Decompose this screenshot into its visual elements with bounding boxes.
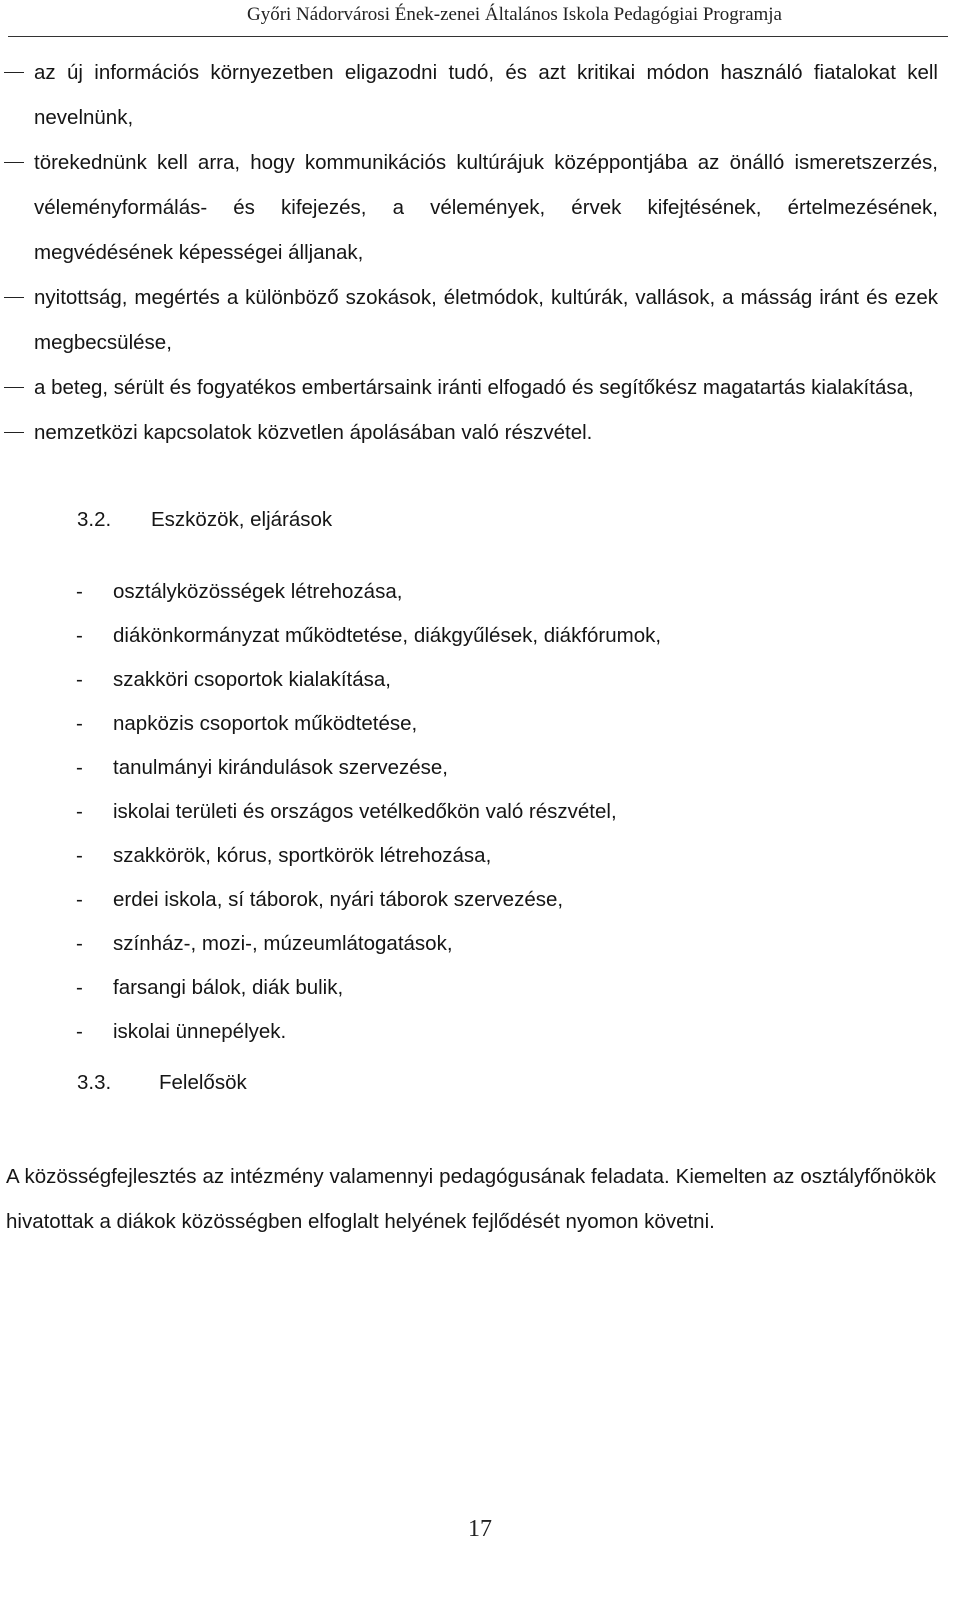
hyphen-mark: - [76, 580, 83, 603]
dash-bullet-mark [4, 162, 24, 163]
hyphen-mark: - [76, 800, 83, 823]
list-item-text: diákönkormányzat működtetése, diákgyűlések, diákfórumok, [113, 624, 662, 647]
hyphen-mark: - [76, 844, 83, 867]
list-item [0, 922, 960, 966]
header-title: Győri Nádorvárosi Ének-zenei Általános Iskola Pedagógiai Programja [246, 4, 782, 25]
dash-bullet-mark [4, 432, 24, 433]
list-item [0, 410, 960, 455]
list-item [0, 878, 960, 922]
hyphen-mark: - [76, 624, 83, 647]
list-item [0, 834, 960, 878]
hyphen-mark: - [76, 976, 83, 999]
dash-bullet-mark [4, 72, 24, 73]
page-number: 17 [468, 1516, 492, 1542]
list-item [0, 275, 960, 365]
list-item-text: nyitottság, megértés a különböző szokások, életmódok, kultúrák, vallások, a másság iránt és ezek megbecsülése, [34, 286, 938, 354]
hyphen-bullet-list [0, 570, 960, 1054]
section-heading-3-3 [77, 1071, 247, 1095]
list-item [0, 1010, 960, 1054]
list-item-text: szakköri csoportok kialakítása, [113, 668, 392, 691]
list-item-text: iskolai ünnepélyek. [113, 1020, 287, 1043]
list-item-text: tanulmányi kirándulások szervezése, [113, 756, 448, 779]
list-item-text: színház-, mozi-, múzeumlátogatások, [113, 932, 453, 955]
list-item [0, 658, 960, 702]
list-item-text: az új információs környezetben eligazodni tudó, és azt kritikai módon használó fiatalokat kell nevelnünk, [34, 61, 938, 129]
list-item [0, 365, 960, 410]
hyphen-mark: - [76, 756, 83, 779]
list-item [0, 614, 960, 658]
page-header [0, 0, 960, 44]
list-item [0, 50, 960, 140]
list-item [0, 140, 960, 275]
list-item [0, 746, 960, 790]
list-item-text: iskolai területi és országos vetélkedőkön való részvétel, [113, 800, 617, 823]
header-rule [8, 36, 948, 37]
list-item-text: a beteg, sérült és fogyatékos embertársaink iránti elfogadó és segítőkész magatartás kialakítása, [34, 376, 914, 399]
hyphen-mark: - [76, 1020, 83, 1043]
list-item-text: erdei iskola, sí táborok, nyári táborok szervezése, [113, 888, 564, 911]
hyphen-mark: - [76, 668, 83, 691]
section-number: 3.2. [77, 508, 112, 531]
section-title: Felelősök [159, 1071, 247, 1094]
section-number: 3.3. [77, 1071, 112, 1094]
section-heading-3-2 [77, 508, 332, 532]
list-item [0, 570, 960, 614]
hyphen-mark: - [76, 712, 83, 735]
list-item-text: nemzetközi kapcsolatok közvetlen ápolásában való részvétel. [34, 421, 593, 444]
dash-bullet-mark [4, 297, 24, 298]
list-item [0, 790, 960, 834]
list-item-text: törekednünk kell arra, hogy kommunikációs kultúrájuk középpontjába az önálló ismeretszerzés, véleményformálás- és kifejezés, a vélemények, érvek kifejtésének, értelmezésének, megvédésének képességei álljanak, [34, 151, 938, 264]
list-item-text: napközis csoportok működtetése, [113, 712, 418, 735]
dash-bullet-list [0, 50, 960, 455]
body-paragraph: A közösségfejlesztés az intézmény valamennyi pedagógusának feladata. Kiemelten az osztályfőnökök hivatottak a diákok közösségben elfoglalt helyének fejlődését nyomon követni. [6, 1164, 936, 1233]
list-item [0, 702, 960, 746]
list-item-text: osztályközösségek létrehozása, [113, 580, 403, 603]
hyphen-mark: - [76, 888, 83, 911]
list-item-text: szakkörök, kórus, sportkörök létrehozása, [113, 844, 492, 867]
hyphen-mark: - [76, 932, 83, 955]
dash-bullet-mark [4, 387, 24, 388]
list-item-text: farsangi bálok, diák bulik, [113, 976, 344, 999]
section-title: Eszközök, eljárások [151, 508, 333, 531]
list-item [0, 966, 960, 1010]
